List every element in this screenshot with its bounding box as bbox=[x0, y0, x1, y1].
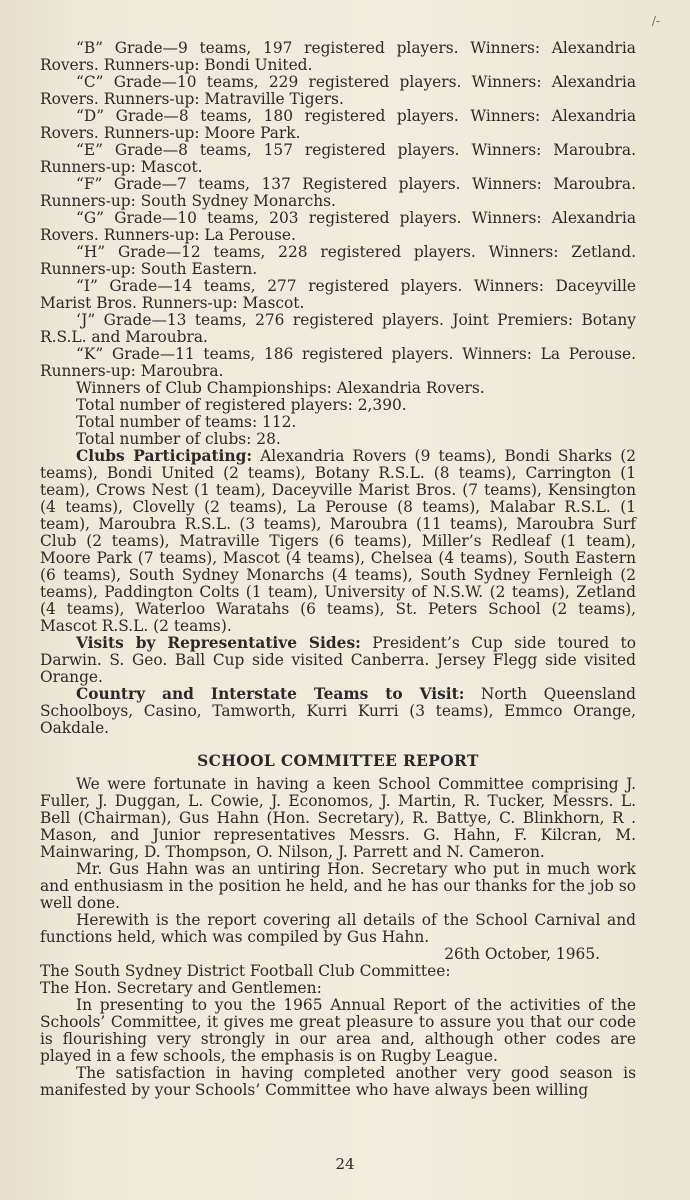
grade-result: “H” Grade—12 teams, 228 registered players. Winners: Zetland. Runners-up: South Eastern. bbox=[40, 243, 636, 278]
grade-result: “I” Grade—14 teams, 277 registered players. Winners: Daceyville Marist Bros. Runners-up: Mascot. bbox=[40, 277, 636, 312]
visits-label: Visits by Representative Sides: bbox=[76, 634, 361, 652]
grade-result: “B” Grade—9 teams, 197 registered players. Winners: Alexandria Rovers. Runners-up: Bondi United. bbox=[40, 39, 636, 74]
clubs-participating bbox=[40, 448, 636, 635]
grade-result: “K” Grade—11 teams, 186 registered players. Winners: La Perouse. Runners-up: Maroubra. bbox=[40, 345, 636, 380]
letter-body bbox=[40, 997, 636, 1099]
section-title: SCHOOL COMMITTEE REPORT bbox=[197, 752, 479, 770]
grade-result: “D” Grade—8 teams, 180 registered players. Winners: Alexandria Rovers. Runners-up: Moore Park. bbox=[40, 107, 636, 142]
grade-result: “E” Grade—8 teams, 157 registered players. Winners: Maroubra. Runners-up: Mascot. bbox=[40, 141, 636, 176]
report-paragraph: We were fortunate in having a keen School Committee comprising J. Fuller, J. Duggan, L. Cowie, J. Economos, J. Martin, R. Tucker, Messrs. L. Bell (Chairman), Gus Hahn (Hon. Secretary), R. Battye, C. Blinkhorn, R . Mason, and Junior representatives Messrs. G. Hahn, F. Kilcran, M. Mainwaring, D. Thompson, O. Nilson, J. Parrett and N. Cameron. bbox=[40, 775, 636, 861]
summary-line: Total number of clubs: 28. bbox=[76, 430, 281, 448]
report-paragraph: Mr. Gus Hahn was an untiring Hon. Secretary who put in much work and enthusiasm in the position he held, and he has our thanks for the job so well done. bbox=[40, 860, 636, 912]
corner-mark: /- bbox=[651, 14, 660, 28]
letter-paragraph: In presenting to you the 1965 Annual Report of the activities of the Schools’ Committee, it gives me great pleasure to assure you that our code is flourishing very strongly in our area and, although other codes are played in a few schools, the emphasis is on Rugby League. bbox=[40, 996, 636, 1065]
grade-result: “G” Grade—10 teams, 203 registered players. Winners: Alexandria Rovers. Runners-up: La Perouse. bbox=[40, 209, 636, 244]
page-number: 24 bbox=[335, 1155, 355, 1173]
grade-result: “F” Grade—7 teams, 137 Registered players. Winners: Maroubra. Runners-up: South Sydney Monarchs. bbox=[40, 175, 636, 210]
letter-address-line: The South Sydney District Football Club Committee: bbox=[40, 962, 451, 980]
country-text: North Queensland Schoolboys, Casino, Tamworth, Kurri Kurri (3 teams), Emmco Orange, Oakdale. bbox=[40, 685, 636, 737]
committee-report bbox=[40, 776, 636, 946]
grade-result: “C” Grade—10 teams, 229 registered players. Winners: Alexandria Rovers. Runners-up: Matraville Tigers. bbox=[40, 73, 636, 108]
letter-date: 26th October, 1965. bbox=[444, 945, 600, 963]
summary-line: Total number of registered players: 2,390. bbox=[76, 396, 407, 414]
country-interstate-teams bbox=[40, 686, 636, 737]
clubs-text: Alexandria Rovers (9 teams), Bondi Sharks (2 teams), Bondi United (2 teams), Botany R.S.L. (8 teams), Carrington (1 team), Crows Nest (1 team), Daceyville Marist Bros. (7 teams), Kensington (4 teams), Clovelly (2 teams), La Perouse (8 teams), Malabar R.S.L. (1 team), Maroubra R.S.L. (3 teams), Maroubra (11 teams), Maroubra Surf Club (2 teams), Matraville Tigers (6 teams), Miller’s Redleaf (1 team), Moore Park (7 teams), Mascot (4 teams), Chelsea (4 teams), South Eastern (6 teams), South Sydney Monarchs (4 teams), South Sydney Fernleigh (2 teams), Paddington Colts (1 team), University of N.S.W. (2 teams), Zetland (4 teams), Waterloo Waratahs (6 teams), St. Peters School (2 teams), Mascot R.S.L. (2 teams). bbox=[40, 447, 636, 635]
summary-line: Winners of Club Championships: Alexandria Rovers. bbox=[76, 379, 485, 397]
season-summary bbox=[40, 380, 636, 448]
visits-text: President’s Cup side toured to Darwin. S. Geo. Ball Cup side visited Canberra. Jersey Flegg side visited Orange. bbox=[40, 634, 637, 686]
grade-results bbox=[40, 40, 636, 380]
representative-visits bbox=[40, 635, 636, 686]
country-label: Country and Interstate Teams to Visit: bbox=[76, 685, 465, 703]
report-paragraph: Herewith is the report covering all details of the School Carnival and functions held, which was compiled by Gus Hahn. bbox=[40, 911, 636, 946]
letter-address-line: The Hon. Secretary and Gentlemen: bbox=[40, 979, 322, 997]
summary-line: Total number of teams: 112. bbox=[76, 413, 297, 431]
page-content bbox=[40, 40, 636, 1099]
clubs-label: Clubs Participating: bbox=[76, 447, 253, 465]
grade-result: ‘J” Grade—13 teams, 276 registered players. Joint Premiers: Botany R.S.L. and Maroubra. bbox=[40, 311, 636, 346]
letter-paragraph: The satisfaction in having completed another very good season is manifested by your Schools’ Committee who have always been willing bbox=[40, 1064, 636, 1099]
